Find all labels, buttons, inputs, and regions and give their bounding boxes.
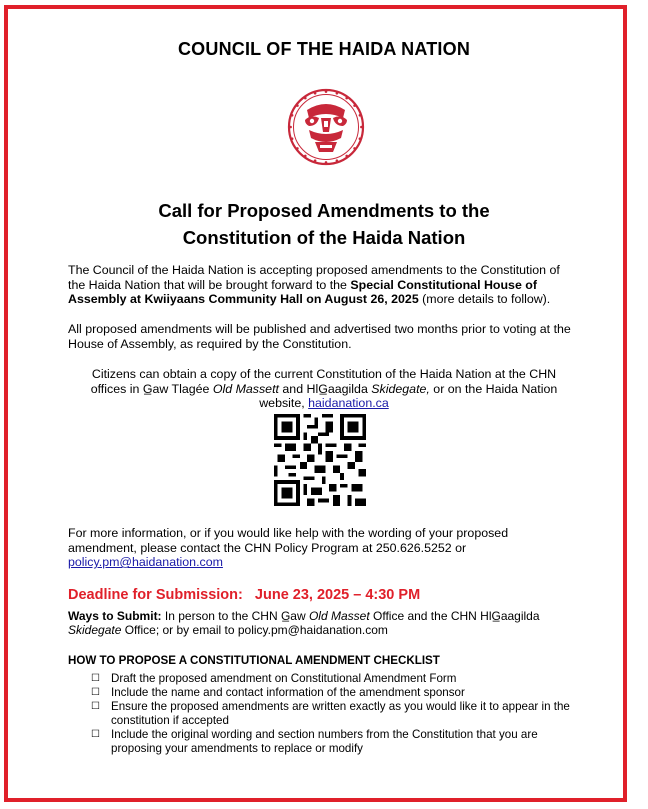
page-title (0, 197, 648, 251)
assembly-details: Special Constitutional House of Assembly at Kwiiyaans Community Hall on August 26, 2025 (68, 277, 537, 307)
haida-crest-logo (287, 88, 365, 166)
ways-to-submit: Ways to Submit: In person to the CHN G̲aw Old Masset Office and the CHN HlG̲aagilda Skidegate Office; or by email to policy.pm@haidanation.com (68, 609, 540, 637)
contact-paragraph: For more information, or if you would like help with the wording of your proposed amendment, please contact the CHN Policy Program at 250.626.5252 or policy.pm@haidanation.com (68, 526, 509, 570)
copy-paragraph: Citizens can obtain a copy of the current Constitution of the Haida Nation at the CHN offices in G̲aw Tlagée Old Massett and HlG̲aagilda Skidegate, or on the Haida Nation website, haidanation.ca (90, 367, 558, 411)
website-link[interactable]: haidanation.ca (308, 396, 389, 411)
qr-code (274, 414, 366, 506)
intro-paragraph: The Council of the Haida Nation is accepting proposed amendments to the Constitution of the Haida Nation that will be brought forward to the Special Constitutional House of Assembly at Kwiiyaans Community Hall on August 26, 2025 (more details to follow). (68, 263, 560, 307)
publication-paragraph: All proposed amendments will be published and advertised two months prior to voting at the House of Assembly, as required by the Constitution. (68, 322, 571, 351)
checklist-title: HOW TO PROPOSE A CONSTITUTIONAL AMENDMENT CHECKLIST (68, 654, 440, 667)
list-item: ☐ Include the original wording and section numbers from the Constitution that you are proposing your amendments to replace or modify (91, 728, 538, 755)
checkbox-icon: ☐ (91, 687, 100, 698)
list-item: ☐ Include the name and contact information of the amendment sponsor (91, 686, 465, 699)
checkbox-icon: ☐ (91, 701, 100, 712)
checkbox-icon: ☐ (91, 673, 100, 684)
list-item: ☐ Draft the proposed amendment on Constitutional Amendment Form (91, 672, 457, 685)
email-link[interactable]: policy.pm@haidanation.com (68, 555, 223, 570)
org-title: COUNCIL OF THE HAIDA NATION (177, 39, 471, 59)
checkbox-icon: ☐ (91, 729, 100, 740)
list-item: ☐ Ensure the proposed amendments are written exactly as you would like it to appear in the constitution if accepted (91, 700, 570, 727)
title-line-2: Constitution of the Haida Nation (182, 227, 466, 248)
checklist (91, 672, 586, 756)
title-line-1: Call for Proposed Amendments to the (158, 200, 490, 221)
deadline-text: Deadline for Submission: June 23, 2025 – 4:30 PM (68, 587, 421, 603)
